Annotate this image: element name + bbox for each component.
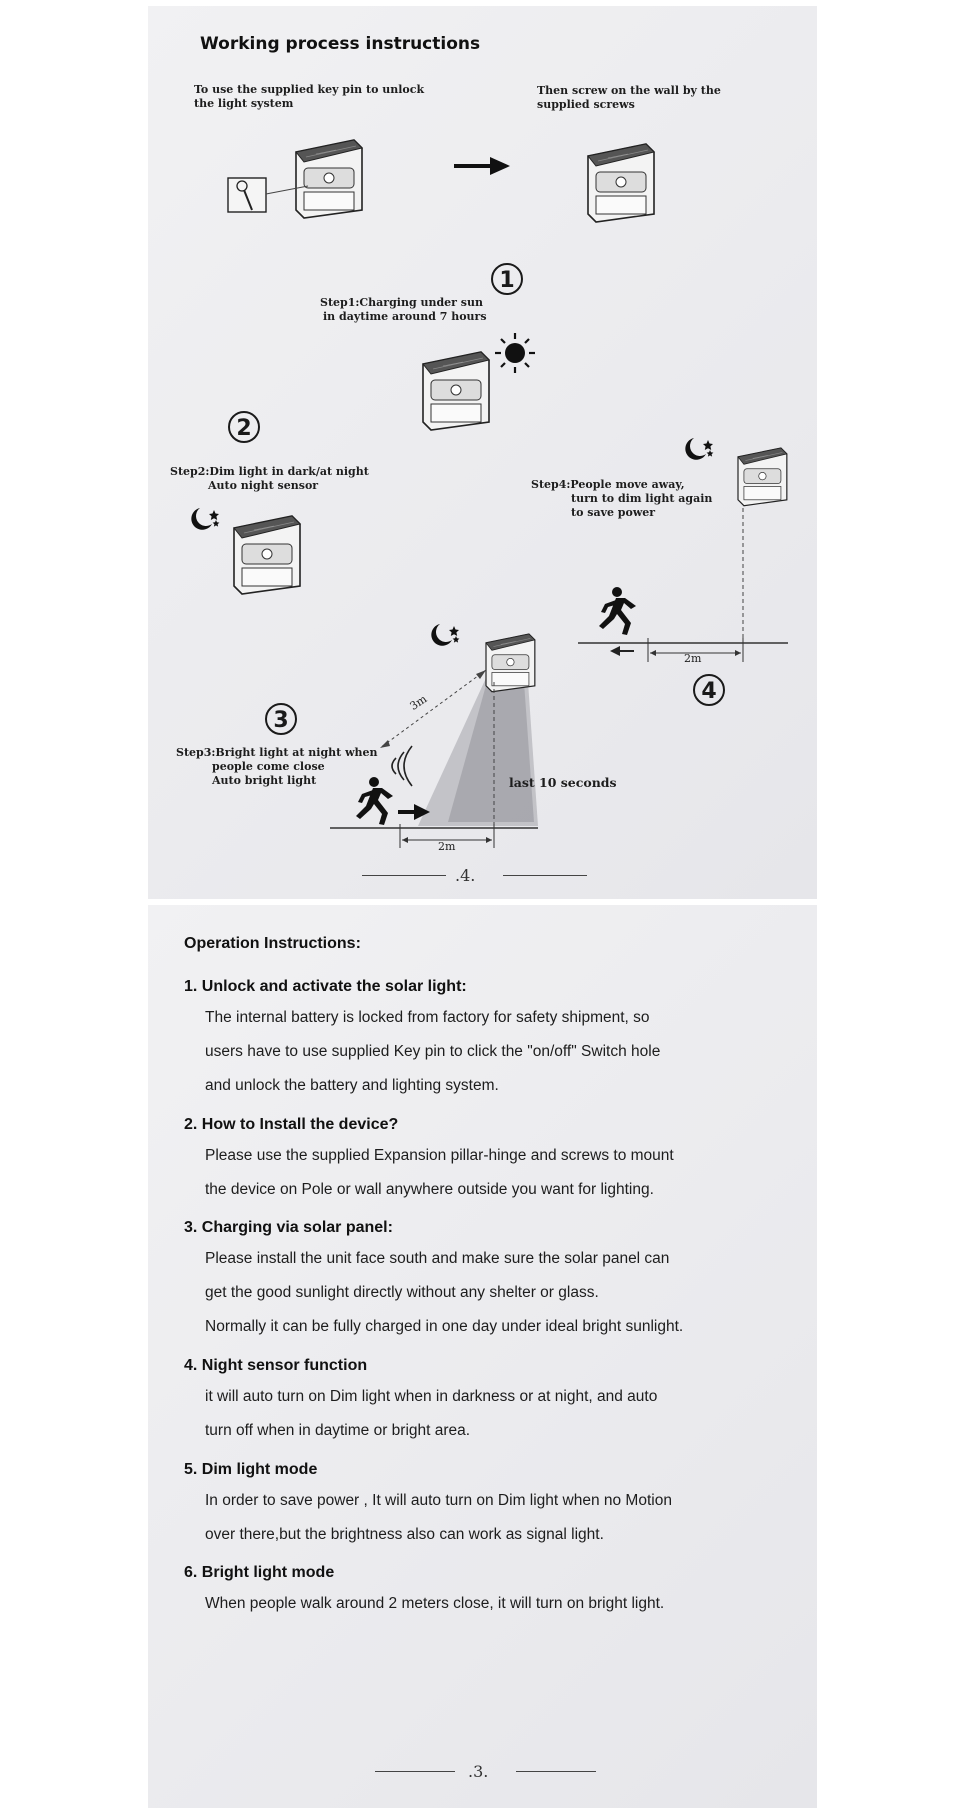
lamp-charging: [423, 352, 489, 430]
duration-label: last 10 seconds: [509, 775, 617, 790]
page-title: Operation Instructions:: [184, 935, 361, 952]
section-heading: 6. Bright light mode: [184, 1564, 335, 1581]
runner-away: [599, 587, 636, 635]
section-heading: 3. Charging via solar panel:: [184, 1219, 393, 1236]
step-1-marker: 1: [491, 263, 523, 295]
body-line: Normally it can be fully charged in one day under ideal bright sunlight.: [205, 1318, 684, 1335]
step-4-marker: 4: [693, 674, 725, 706]
section-heading: 4. Night sensor function: [184, 1357, 368, 1374]
moon-icon: [685, 438, 713, 460]
step-4-caption: Step4:People move away, turn to dim light again to save power: [531, 478, 713, 519]
distance-label-left: 2m: [438, 840, 456, 853]
moon-icon: [431, 624, 459, 646]
lamp-dim-small: [738, 448, 787, 506]
ground-right: [578, 638, 788, 662]
body-line: When people walk around 2 meters close, it will turn on bright light.: [205, 1595, 665, 1612]
caption-unlock: To use the supplied key pin to unlock the light system: [194, 83, 425, 110]
step-1-caption: Step1:Charging under sun in daytime around 7 hours: [320, 296, 487, 323]
section-heading: 2. How to Install the device?: [184, 1116, 399, 1133]
distance-label-3m: 3m: [407, 692, 430, 713]
body-line: users have to use supplied Key pin to click the "on/off" Switch hole: [205, 1043, 661, 1060]
lamp-mounted: [588, 144, 654, 222]
body-line: Please install the unit face south and make sure the solar panel can: [205, 1250, 670, 1267]
body-line: and unlock the battery and lighting system.: [205, 1077, 499, 1094]
moon-icon: [191, 508, 219, 530]
manual-page-working-process: [148, 6, 817, 899]
section-dim-mode: [184, 1460, 794, 1552]
sun-icon: [495, 333, 535, 373]
motion-waves: [392, 746, 412, 786]
body-line: turn off when in daytime or bright area.: [205, 1422, 471, 1439]
arrow-right: [454, 157, 510, 175]
lamp-unlock: [228, 140, 362, 218]
body-line: it will auto turn on Dim light when in darkness or at night, and auto: [205, 1388, 658, 1405]
page-number: .4.: [455, 866, 476, 885]
section-install: [184, 1115, 794, 1207]
section-unlock: [184, 977, 794, 1103]
step-2-marker: 2: [228, 411, 260, 443]
section-heading: 5. Dim light mode: [184, 1461, 318, 1478]
body-line: get the good sunlight directly without any shelter or glass.: [205, 1284, 599, 1301]
step-2-caption: Step2:Dim light in dark/at night Auto night sensor: [170, 465, 369, 492]
page-number: .3.: [468, 1762, 489, 1781]
manual-page-operation: [148, 905, 817, 1808]
step-3-caption: Step3:Bright light at night when people come close Auto bright light: [176, 746, 378, 787]
section-heading: 1. Unlock and activate the solar light:: [184, 978, 467, 995]
page-title: Working process instructions: [200, 34, 481, 54]
body-line: The internal battery is locked from factory for safety shipment, so: [205, 1009, 650, 1026]
distance-label-right: 2m: [684, 652, 702, 665]
lamp-bright: [486, 634, 535, 692]
section-bright-mode: [184, 1563, 794, 1621]
step-3-marker: 3: [265, 703, 297, 735]
section-night-sensor: [184, 1356, 794, 1448]
ground-left: [330, 824, 538, 848]
caption-screw: Then screw on the wall by the supplied screws: [537, 84, 721, 111]
body-line: over there,but the brightness also can work as signal light.: [205, 1526, 604, 1543]
body-line: the device on Pole or wall anywhere outside you want for lighting.: [205, 1181, 654, 1198]
section-charging: [184, 1218, 794, 1344]
body-line: In order to save power , It will auto turn on Dim light when no Motion: [205, 1492, 672, 1509]
body-line: Please use the supplied Expansion pillar-hinge and screws to mount: [205, 1147, 674, 1164]
lamp-dim: [234, 516, 300, 594]
